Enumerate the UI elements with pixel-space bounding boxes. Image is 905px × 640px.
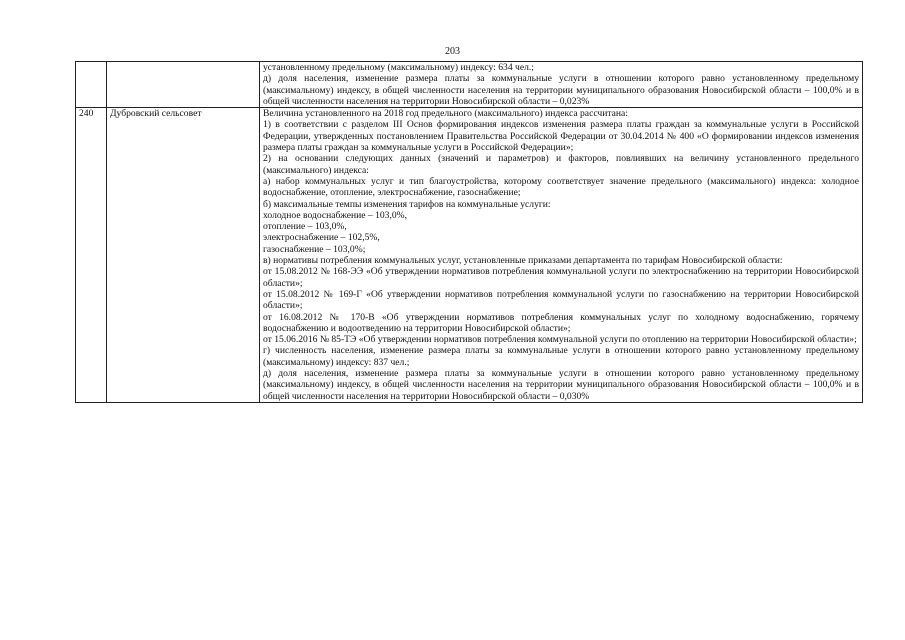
index-description-cell [260, 108, 863, 403]
municipality-name-cell: Дубровский сельсовет [107, 108, 260, 403]
paragraph: 1) в соответствии с разделом III Основ формирования индексов изменения размера платы граждан за коммунальные услуги в Российской Федерации, утвержденных постановлением Правительства Российской Федерации от 30.04.2014 № 400 «О формировании индексов изменения размера платы граждан за коммунальные услуги в Российской Федерации»; [263, 119, 859, 154]
paragraph: б) максимальные темпы изменения тарифов на коммунальные услуги: [263, 198, 551, 210]
paragraph: газоснабжение – 103,0%; [263, 243, 366, 255]
page-number: 203 [445, 46, 460, 57]
index-description-cell [260, 62, 863, 108]
paragraph: Величина установленного на 2018 год предельного (максимального) индекса рассчитана: [263, 108, 628, 120]
paragraph: д) доля населения, изменение размера платы за коммунальные услуги в отношении которого равно установленному предельному (максимальному) индексу, в общей численности населения на территории муниципального образования Новосибирской области – 100,0% и в общей численности населения на территории Новосибирской области – 0,023% [263, 73, 859, 107]
paragraph: от 16.08.2012 № 170-В «Об утверждении нормативов потребления коммунальных услуг по холодному водоснабжению, горячему водоснабжению и водоотведению на территории Новосибирской области»; [263, 311, 859, 334]
paragraph: а) набор коммунальных услуг и тип благоустройства, которому соответствует значение предельного (максимального) индекса: холодное водоснабжение, отопление, электроснабжение, газоснабжение; [263, 175, 859, 199]
paragraph: в) нормативы потребления коммунальных услуг, установленные приказами департамента по тарифам Новосибирской области: [263, 255, 783, 267]
paragraph: отопление – 103,0%, [263, 221, 347, 233]
paragraph: от 15.08.2012 № 168-ЭЭ «Об утверждении нормативов потребления коммунальной услуги по электроснабжению на территории Новосибирской области»; [263, 266, 859, 289]
municipality-name-cell [107, 62, 260, 108]
paragraph: установленному предельному (максимальному) индексу: 634 чел.; [263, 62, 534, 73]
table-row-240 [76, 108, 863, 403]
paragraph: электроснабжение – 102,5%, [263, 232, 380, 244]
paragraph: холодное водоснабжение – 103,0%, [263, 209, 408, 221]
paragraph: от 15.08.2012 № 169-Г «Об утверждении нормативов потребления коммунальной услуги по газоснабжению на территории Новосибирской области»; [263, 288, 859, 312]
municipality-index-table [75, 61, 863, 403]
row-number-cell: 240 [76, 108, 107, 403]
paragraph: 2) на основании следующих данных (значений и параметров) и факторов, повлиявших на величину установленного предельного (максимального) индекса: [263, 153, 859, 176]
table-row-continuation [76, 62, 863, 108]
row-number-cell [76, 62, 107, 108]
paragraph: от 15.06.2016 № 85-ТЭ «Об утверждении нормативов потребления коммунальной услуги по отоплению на территории Новосибирской области»; [263, 334, 857, 346]
paragraph: г) численность населения, изменение размера платы за коммунальные услуги в отношении которого равно установленному предельному (максимальному) индексу: 837 чел.; [263, 345, 859, 368]
paragraph: д) доля населения, изменение размера платы за коммунальные услуги в отношении которого равно установленному предельному (максимальному) индексу, в общей численности населения на территории муниципального образования Новосибирской области – 100,0% и в общей численности населения на территории Новосибирской области – 0,030% [263, 368, 859, 402]
